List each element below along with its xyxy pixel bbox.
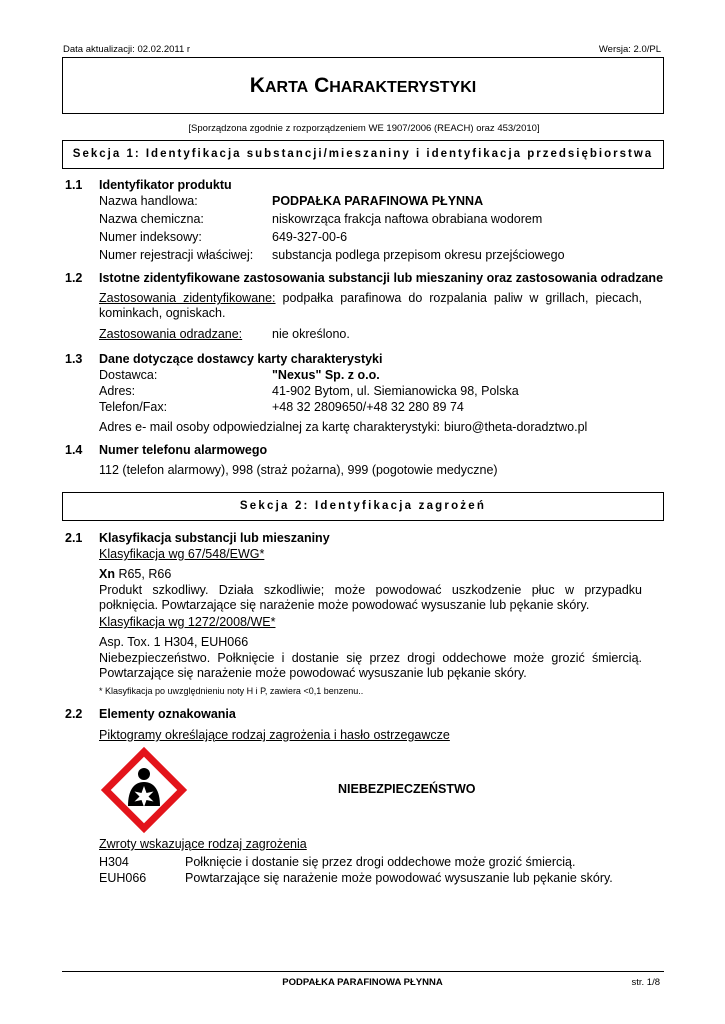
health-hazard-pictogram xyxy=(98,744,190,836)
identified-uses-text: podpałka parafinowa do rozpalania paliw w grillach, piecach, kominkach, ogniskach. xyxy=(99,291,642,320)
trade-name-label: Nazwa handlowa: xyxy=(99,194,198,208)
footer-divider xyxy=(62,971,664,972)
old-description: Produkt szkodliwy. Działa szkodliwie; może powodować uszkodzenie płuc w przypadku połknięcia. Powtarzające się narażenie może powodować wysuszanie lub pękanie skóry. xyxy=(99,583,642,612)
document-title: KARTA CHARAKTERYSTYKI xyxy=(249,74,477,97)
classification-footnote: * Klasyfikacja po uwzględnieniu noty H i P, zawiera <0,1 benzenu.. xyxy=(99,686,364,696)
pictogram-label: Piktogramy określające rodzaj zagrożenia i hasło ostrzegawcze xyxy=(99,728,450,742)
hazard-text-euh066: Powtarzające się narażenie może powodować wysuszanie lub pękanie skóry. xyxy=(185,871,613,885)
identified-uses xyxy=(99,291,642,321)
new-codes: Asp. Tox. 1 H304, EUH066 xyxy=(99,635,249,649)
advised-uses-label: Zastosowania odradzane: xyxy=(99,327,243,341)
version: Wersja: 2.0/PL xyxy=(598,44,661,55)
phone-value: +48 32 2809650/+48 32 280 89 74 xyxy=(272,400,464,414)
address-label: Adres: xyxy=(99,384,136,398)
s13-heading: Dane dotyczące dostawcy karty charakterystyki xyxy=(99,352,383,366)
new-description: Niebezpieczeństwo. Połknięcie i dostanie się przez drogi oddechowe może grozić śmiercią. Powtarzające się narażenie może powodować wysuszanie lub pękanie skóry. xyxy=(99,651,642,680)
r-phrases-text: R65, R66 xyxy=(114,567,172,581)
s12-num: 1.2 xyxy=(65,271,83,285)
identified-uses-label: Zastosowania zidentyfikowane: xyxy=(99,291,276,305)
s13-num: 1.3 xyxy=(65,352,83,366)
s21-heading: Klasyfikacja substancji lub mieszaniny xyxy=(99,531,330,545)
index-number-value: 649-327-00-6 xyxy=(272,230,348,244)
hazard-code-euh066: EUH066 xyxy=(99,871,147,885)
section1-header xyxy=(62,140,664,169)
classification-new-label: Klasyfikacja wg 1272/2008/WE* xyxy=(99,615,276,629)
s12-heading: Istotne zidentyfikowane zastosowania substancji lub mieszaniny oraz zastosowania odradzane xyxy=(99,271,664,285)
section2-title: Sekcja 2: Identyfikacja zagrożeń xyxy=(239,500,487,512)
s22-heading: Elementy oznakowania xyxy=(99,707,236,721)
classification-old-label: Klasyfikacja wg 67/548/EWG* xyxy=(99,547,265,561)
hazard-text-h304: Połknięcie i dostanie się przez drogi oddechowe może grozić śmiercią. xyxy=(185,855,576,869)
trade-name-value: PODPAŁKA PARAFINOWA PŁYNNA xyxy=(272,194,484,208)
emergency-phone-text: 112 (telefon alarmowy), 998 (straż pożarna), 999 (pogotowie medyczne) xyxy=(99,463,498,477)
signal-word: NIEBEZPIECZEŃSTWO xyxy=(338,782,476,796)
s22-num: 2.2 xyxy=(65,707,83,721)
supplier-value: "Nexus" Sp. z o.o. xyxy=(272,368,380,382)
address-value: 41-902 Bytom, ul. Siemianowicka 98, Polska xyxy=(272,384,519,398)
s14-heading: Numer telefonu alarmowego xyxy=(99,443,268,457)
s21-num: 2.1 xyxy=(65,531,83,545)
s11-num: 1.1 xyxy=(65,178,83,192)
page-number: str. 1/8 xyxy=(631,977,660,988)
supplier-label: Dostawca: xyxy=(99,368,158,382)
footer-product: PODPAŁKA PARAFINOWA PŁYNNA xyxy=(282,977,443,988)
chemical-name-label: Nazwa chemiczna: xyxy=(99,212,204,226)
r-phrases xyxy=(99,567,171,582)
email-value[interactable]: biuro@theta-doradztwo.pl xyxy=(444,420,588,434)
s14-num: 1.4 xyxy=(65,443,83,457)
hazard-code-h304: H304 xyxy=(99,855,129,869)
registration-value: substancja podlega przepisom okresu przejściowego xyxy=(272,248,565,262)
email-label: Adres e- mail osoby odpowiedzialnej za kartę charakterystyki: xyxy=(99,420,441,434)
xn-symbol: Xn xyxy=(99,567,115,581)
update-date: Data aktualizacji: 02.02.2011 r xyxy=(63,44,191,55)
regulation-note: [Sporządzona zgodnie z rozporządzeniem WE 1907/2006 (REACH) oraz 453/2010] xyxy=(188,123,540,134)
title-box xyxy=(62,57,664,114)
chemical-name-value: niskowrząca frakcja naftowa obrabiana wodorem xyxy=(272,212,543,226)
registration-label: Numer rejestracji właściwej: xyxy=(99,248,254,262)
hazard-phrases-label: Zwroty wskazujące rodzaj zagrożenia xyxy=(99,837,307,851)
advised-uses-value: nie określono. xyxy=(272,327,350,341)
s11-heading: Identyfikator produktu xyxy=(99,178,232,192)
section2-header xyxy=(62,492,664,521)
phone-label: Telefon/Fax: xyxy=(99,400,168,414)
section1-title: Sekcja 1: Identyfikacja substancji/mieszaniny i identyfikacja przedsiębiorstwa xyxy=(72,148,654,160)
index-number-label: Numer indeksowy: xyxy=(99,230,202,244)
